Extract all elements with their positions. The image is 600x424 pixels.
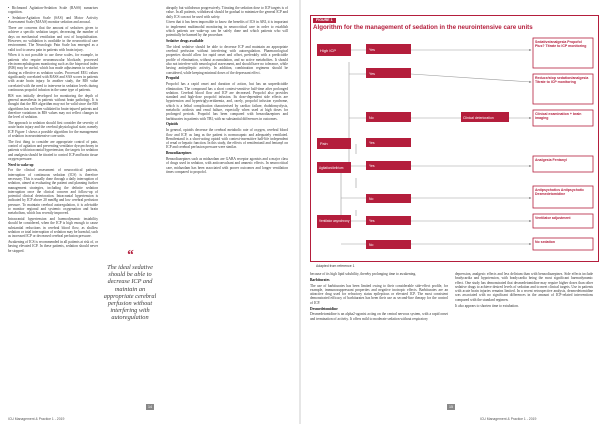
node-yes-1-label: Yes: [369, 48, 375, 52]
quote-mark-icon: “: [126, 248, 134, 263]
page-number-left: 14: [148, 405, 152, 409]
node-agit-yes-label: Yes: [369, 164, 375, 168]
result-box-1-text: Sedative/analgesia Propofol Plus? Titrate to ICP monitoring: [535, 40, 587, 49]
footer-right: ICU Management & Practice 1 - 2019: [480, 417, 537, 421]
result-box-2-text: Reduce/stop sedation/analgesia Titrate to ICP monitoring: [535, 76, 589, 85]
node-agitation-label: Agitation/delirium: [319, 166, 344, 170]
paragraph: There are concerns that the amount of sedatives given to achieve a specific sedation target, decreasing the number of days on mechanical ventilation and cost of hospitalisation. However, no validation is available in the neurocritical care environment. The Neurologic Pain Scale has emerged as a valid tool to assess pain in patients with brain injury.: [8, 26, 98, 52]
paragraph: The first thing to consider are appropriate control of pain, control of agitation and preventing ventilator dyssynchrony in patients with intracranial hypertension; the targets for sedation and analgesia should be titrated to control ICP and brain tissue oxygen pressure.: [8, 139, 98, 161]
paragraph: Propofol has a rapid onset and duration of action, but has an unpredictable elimination. The compound has a short context-sensitive half-time after prolonged sedation. Cerebral blood flow and ICP are decreased. Propofol also provides standard and high-dose propofol infusion. Its dose-dependent side effects are hypotension and hypertriglyceridaemia, and, rarely, propofol infusion syndrome, which is a lethal complication characterised by cardiac failure, rhabdomyolysis, metabolic acidosis and renal failure, especially when used at high doses for prolonged periods. Propofol has been compared with benzodiazepines and barbiturates in patients with TBI, with no substantial differences in outcomes.: [166, 82, 288, 121]
node-vent-no-label: No: [369, 243, 374, 247]
paragraph: When it is not possible to use these scales, for example, in patients who require neuromuscular blockade, processed electroencephalogram monitoring such as the bispectral index (BIS) may be useful, which has made adjustments to sedative dosing as effective as sedation scales. Processed EEG values significantly correlated with RASS and SAS scores in patients with acute brain injury. In another study, the BIS value correlated with the need to intervene in sedation levels during continuous propofol infusion in the same type of patients.: [8, 53, 98, 92]
node-high-icp-label: High ICP: [320, 48, 337, 53]
node-yes-2-label: Yes: [369, 72, 375, 76]
result-box-3-text: Clinical examination + brain imaging: [535, 112, 582, 121]
result-box-6-text: Ventilator adjustment: [535, 216, 571, 220]
result-box-7-text: No sedation: [535, 240, 556, 244]
left-column-1: [8, 6, 98, 406]
pull-quote: [103, 250, 157, 322]
paragraph: The approach to sedation should first consider the severity of acute brain injury and the cerebral physiological state, namely ICP. Figure 1 shows a possible algorithm for the management of sedation in neurointensive care units.: [8, 120, 98, 138]
paragraph: Awakening of ICS is recommended in all patients at risk of, or having elevated ICP. In these patients, sedation should never be stopped.: [8, 240, 98, 253]
pull-quote-text: The ideal sedative should be able to decrease ICP and maintain an appropriate cerebral perfusion without interfering with autoregulation: [103, 264, 157, 322]
paragraph: • Richmond Agitation-Sedation Scale (RASS) sumarises cognition.: [8, 6, 98, 15]
node-ventilator-label: Ventilator asynchrony: [319, 219, 350, 223]
figure-tag: FIGURE 1: [313, 18, 336, 23]
paragraph: depression, analgesic effects and less delirium than with benzodiazepines. Side effects include bradycardia and hypotension, with bradycardia being the most significant haemodynamic effect. One study has demonstrated that dexmedetomidine may require higher doses than other sedative drugs to achieve desired levels of sedation and to meet clinical targets. Use in patients with acute brain injuries remains limited. In a recent retrospective analysis, dexmedetomidine was associated with no significant differences in the amount of ICP-related interventions compared with the standard regimen.: [455, 272, 593, 302]
section-heading: Opioids: [166, 122, 178, 127]
section-heading: Propofol: [166, 76, 180, 81]
section-heading: Benzodiazepines: [166, 151, 192, 156]
node-pain-yes-label: Yes: [369, 141, 375, 145]
paragraph: • Sedation-Agitation Scale (SAS) and Motor Activity Assessment Scale (MAAS) monitor sedation and arousal.: [8, 16, 98, 25]
paragraph: The ideal sedative should be able to decrease ICP and maintain an appropriate cerebral perfusion without interfering with autoregulation. Pharmacological properties should allow for rapid onset and offset, preferably with a predictable profile of elimination, without accumulation, and no active metabolites. It should also not interfere with neurological assessment, and should have no tolerance, while having antiepileptic activity. In addition, combination regimens should be considered, while keeping minimal doses of the depressant effect.: [166, 44, 288, 75]
node-no-1-label: No: [369, 116, 374, 120]
paragraph: Dexmedetomidine is an alpha2-agonist acting on the central nervous system, with a rapid onset and termination of activity. It offers mild to moderate sedation without respiratory: [310, 312, 448, 321]
section-heading: Barbiturates: [310, 277, 330, 282]
paragraph: BIS was initially developed for monitoring the depth of general anaesthesia in patients without brain pathology. It is thought that the BIS algorithm may not be valid since the BIS algorithms has not been validated in brain-injured patients and therefore variations in BIS values may not reflect changes in the level of sedation.: [8, 93, 98, 120]
paragraph: Intracranial hypertension and haemodynamic instability should be considered, when the ICP is high enough to cause substantial reductions in cerebral blood flow, as shallow sedation or total interruption of sedation may be harmful, such as increased ICP or decreased cerebral perfusion pressure.: [8, 217, 98, 239]
paragraph: abruptly but withdrawn progressively. Titrating the sedation dose to ICP targets is of value. In all patients, withdrawal should be gradual to minimize the general ICP and daily ICS can not be used with safety.: [166, 6, 288, 19]
figure-caption: Adapted from reference 1: [316, 264, 355, 268]
section-heading: Need to wake up: [8, 162, 34, 167]
node-agit-no-label: No: [369, 197, 374, 201]
paragraph: Benzodiazepines such as midazolam are GABA receptor agonists and a major class of drugs used in sedation, with anticonvulsant and amnesic effects. In neurocritical care, midazolam has been associated with poorer outcomes and longer ventilation times compared to propofol.: [166, 157, 288, 174]
paragraph: For the clinical assessment of neurocritical patients, interruption of continuous sedation (ICS) is therefore necessary. This is usually done through a daily interruption of sedation, aimed at evaluating the patient and planning further management strategies, including the definite sedation interruption once the clinical concern and follow-up of potential clinical deterioration. Intracranial hypertension is indicated by ICP above 20 mmHg and low cerebral perfusion pressure. To maintain cerebral autoregulation, it is advisable to monitor regional and systemic oxygenation and brain metabolism, which has recently improved.: [8, 168, 98, 216]
node-pain-label: Pain: [320, 142, 328, 146]
footer-left: ICU Management & Practice 1 - 2019: [8, 417, 65, 421]
paragraph: The use of barbiturates has been limited owing to their considerable side-effect profile, for example, immunosuppressant properties and negative inotropic effects. Barbiturates are an attractive drug used for refractory status epilepticus or elevated ICP. The most consistent demonstrated efficacy of barbiturates has been their use as second-line therapy for the control of ICP.: [310, 283, 448, 305]
left-column-2: [166, 6, 288, 406]
figure-box: [310, 15, 599, 262]
figure-title: Algorithm for the management of sedation in the neurointensive care units: [313, 24, 533, 31]
right-column-1: [310, 272, 448, 407]
node-clinical-deterioration-label: Clinical deterioration: [463, 116, 494, 120]
paragraph: Given that it has been impossible to know the benefits of ICS in ABI, it is important to implement multimodal monitoring in neurocritical care in order to establish which patients are wake-up can be safely done and which patients who will potentially be harmed by the procedure.: [166, 20, 288, 38]
left-page: [0, 0, 299, 424]
section-heading: Sedative drugs available: [166, 39, 204, 44]
flowchart: [311, 16, 598, 261]
result-box-4-text: Analgesia Fentanyl: [535, 158, 567, 162]
node-vent-yes-label: Yes: [369, 219, 375, 223]
page-number-right: 15: [449, 405, 453, 409]
result-box-5-text: Antipsychotics Antipsychotic Dexmedetomidine: [535, 188, 585, 197]
paragraph: It also appears to shorten time to extubation.: [455, 303, 519, 308]
paragraph: In general, opioids decrease the cerebral metabolic rate of oxygen, cerebral blood flow and ICP, as long as the patient is normocapnic and adequately ventilated. Remifentanil is a short-acting opioid with context-insensitive half-life independent of renal or hepatic function. In this study, the effects of remifentanil and fentanyl on ICP and cerebral perfusion pressure were similar.: [166, 128, 288, 150]
paragraph: because of its high lipid solubility, thereby prolonging time to awakening.: [310, 272, 417, 276]
right-column-2: [455, 272, 593, 407]
section-heading: Dexmedetomidine: [310, 306, 338, 311]
